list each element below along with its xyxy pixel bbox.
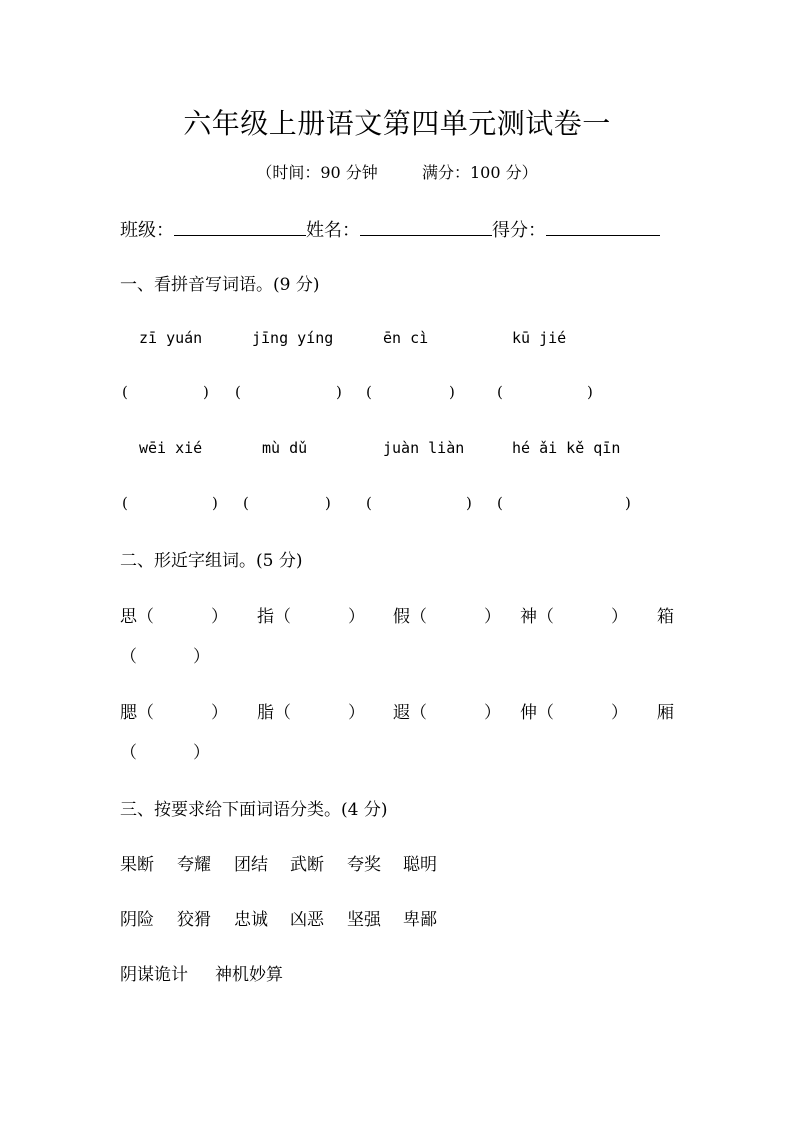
similar-char: 思 [120, 607, 137, 627]
answer-paren-open: ( [366, 383, 372, 401]
answer-paren-open: （ [537, 607, 554, 627]
word-item: 阴谋诡计 [120, 965, 188, 985]
similar-char: 箱 [657, 607, 674, 627]
answer-paren-close: ） [193, 647, 210, 667]
word-item: 凶恶 [290, 910, 324, 930]
name-label: 姓名： [306, 220, 360, 241]
pinyin-item: jīng yíng [252, 329, 334, 347]
word-item: 夸耀 [177, 855, 211, 875]
exam-info [0, 160, 794, 183]
class-label: 班级： [120, 220, 174, 241]
page-title: 六年级上册语文第四单元测试卷一 [183, 107, 611, 140]
answer-paren-close: ） [484, 607, 501, 627]
word-item: 夸奖 [347, 855, 381, 875]
score-field[interactable] [546, 219, 660, 236]
full-score: 满分：100 分） [422, 163, 538, 182]
answer-paren-open: （ [137, 703, 154, 723]
pinyin-item: ēn cì [383, 329, 429, 347]
answer-paren-close: ） [348, 703, 365, 723]
answer-paren-open: （ [274, 607, 291, 627]
answer-paren-close: ） [193, 743, 210, 763]
similar-char: 腮 [120, 703, 137, 723]
word-item: 聪明 [403, 855, 437, 875]
pinyin-item: juàn liàn [383, 439, 465, 457]
answer-paren-open: ( [235, 383, 241, 401]
answer-paren-open: （ [410, 607, 427, 627]
answer-paren-close: ） [611, 607, 628, 627]
answer-paren-open: （ [537, 703, 554, 723]
answer-paren-close: ） [211, 703, 228, 723]
answer-paren-open: ( [122, 383, 128, 401]
answer-paren-open: （ [120, 743, 137, 763]
answer-paren-close: ） [348, 607, 365, 627]
similar-char: 指 [257, 607, 274, 627]
section-2-heading: 二、形近字组词。(5 分) [120, 551, 303, 571]
word-item: 阴险 [120, 910, 154, 930]
pinyin-item: zī yuán [139, 329, 203, 347]
answer-paren-open: （ [137, 607, 154, 627]
similar-char: 遐 [393, 703, 410, 723]
class-field[interactable] [174, 219, 306, 236]
answer-paren-close: ) [203, 383, 209, 401]
answer-paren-close: ) [336, 383, 342, 401]
similar-char: 厢 [657, 703, 674, 723]
similar-char: 假 [393, 607, 410, 627]
answer-paren-close: ） [611, 703, 628, 723]
answer-paren-open: （ [120, 647, 137, 667]
answer-paren-open: ( [243, 494, 249, 512]
pinyin-item: kū jié [512, 329, 567, 347]
word-item: 果断 [120, 855, 154, 875]
pinyin-item: wēi xié [139, 439, 203, 457]
student-info-row [120, 216, 660, 242]
answer-paren-open: （ [410, 703, 427, 723]
answer-paren-close: ） [211, 607, 228, 627]
word-item: 狡猾 [177, 910, 211, 930]
pinyin-item: hé ǎi kě qīn [512, 439, 621, 457]
answer-paren-close: ) [625, 494, 631, 512]
answer-paren-open: ( [497, 494, 503, 512]
section-3-heading: 三、按要求给下面词语分类。(4 分) [120, 800, 388, 820]
answer-paren-open: （ [274, 703, 291, 723]
answer-paren-open: ( [497, 383, 503, 401]
answer-paren-close: ) [466, 494, 472, 512]
score-label: 得分： [492, 220, 546, 241]
answer-paren-close: ) [212, 494, 218, 512]
answer-paren-close: ) [325, 494, 331, 512]
name-field[interactable] [360, 219, 492, 236]
answer-paren-close: ) [587, 383, 593, 401]
word-item: 卑鄙 [403, 910, 437, 930]
similar-char: 脂 [257, 703, 274, 723]
answer-paren-close: ） [484, 703, 501, 723]
word-item: 忠诚 [234, 910, 268, 930]
answer-paren-close: ) [449, 383, 455, 401]
similar-char: 伸 [520, 703, 537, 723]
time-limit: （时间：90 分钟 [256, 163, 378, 182]
similar-char: 神 [520, 607, 537, 627]
pinyin-item: mù dǔ [262, 439, 308, 457]
answer-paren-open: ( [122, 494, 128, 512]
word-item: 坚强 [347, 910, 381, 930]
section-1-heading: 一、看拼音写词语。(9 分) [120, 275, 320, 295]
answer-paren-open: ( [366, 494, 372, 512]
word-item: 武断 [290, 855, 324, 875]
word-item: 团结 [234, 855, 268, 875]
word-item: 神机妙算 [215, 965, 283, 985]
